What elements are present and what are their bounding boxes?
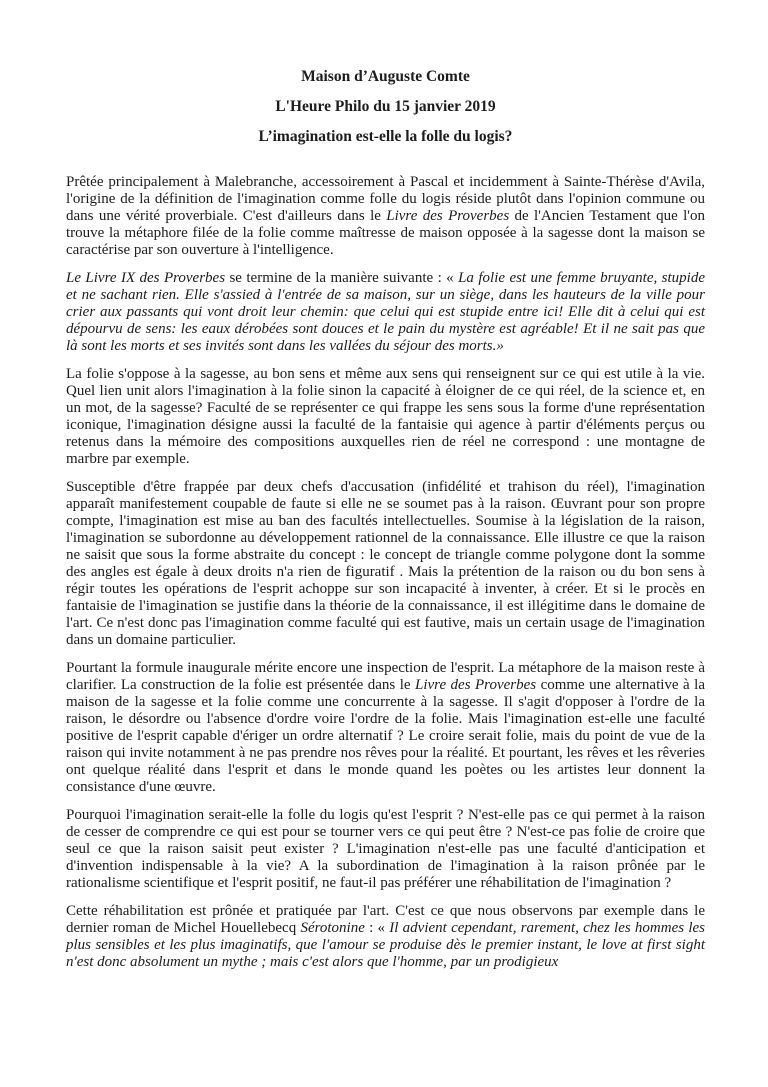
paragraph-7 [66, 903, 705, 971]
text-run: se termine de la manière suivante : « [225, 270, 459, 286]
text-run: Pourquoi l'imagination serait-elle la folle du logis qu'est l'esprit ? N'est-elle pas ce qui permet à la raison de cesser de comprendre ce qui est pour se tourner vers ce qui peut être ? N'est-ce pas folie de croire que seul ce que la raison saisit peut exister ? L'imagination n'est-elle pas une faculté d'anticipation et d'invention indispensable à la vie? A la subordination de l'imagination à la raison prônée par le rationalisme scientifique et l'esprit positif, ne faut-il pas préférer une réhabilitation de l'imagination ? [66, 807, 705, 891]
document-body [66, 174, 705, 971]
title-line-2: L'Heure Philo du 15 janvier 2019 [275, 98, 496, 115]
text-run-italic: Il advient cependant, rarement, chez les hommes les plus sensibles et les plus imaginatifs, que l'amour se produise dès le premier instant, le love at first sight n'est donc absolument un mythe ; mais c'est alors que l'homme, par un prodigieux [66, 920, 705, 970]
paragraph-6 [66, 807, 705, 892]
text-run: de l'Ancien Testament que l'on trouve la métaphore filée de la folie comme maîtresse de maison opposée à la sagesse dont la maison se caractérise par son ouverture à l'intelligence. [66, 208, 706, 258]
paragraph-3 [66, 366, 705, 468]
title-line-3: L’imagination est-elle la folle du logis? [258, 128, 513, 145]
document-header [66, 62, 705, 152]
text-run: Susceptible d'être frappée par deux chefs d'accusation (infidélité et trahison du réel), l'imagination apparaît manifestement coupable de faute si elle ne se soumet pas à la raison. Œuvrant pour son propre compte, l'imagination est mise au ban des facultés intellectuelles. Soumise à la législation de la raison, l'imagination se subordonne au développement rationnel de la connaissance. Elle illustre ce que la raison ne saisit que sous la forme abstraite du concept : le concept de triangle comme polygone dont la somme des angles est égale à deux droits n'a rien de figuratif . Mais la prétention de la raison ou du bon sens à régir toutes les opérations de l'esprit achoppe sur son incapacité à inventer, à créer. Et si le procès en fantaisie de l'imagination se justifie dans la théorie de la connaissance, il est illégitime dans le domaine de l'art. Ce n'est donc pas l'imagination comme faculté qui est fautive, mais un certain usage de l'imagination dans un domaine particulier. [66, 479, 705, 648]
text-run: Prêtée principalement à Malebranche, accessoirement à Pascal et incidemment à Sainte-Thérèse d'Avila, l'origine de la définition de l'imagination comme folle du logis réside plutôt dans l'opinion commune ou dans une vérité proverbiale. C'est d'ailleurs dans le [66, 174, 705, 224]
paragraph-4 [66, 479, 705, 649]
text-run: : « [364, 920, 390, 936]
text-run: comme une alternative à la maison de la sagesse et la folie comme une concurrente à la sagesse. Il s'agit d'opposer à l'ordre de la raison, le désordre ou l'absence d'ordre voire l'ordre de la folie. Mais l'imagination est-elle une faculté positive de l'esprit capable d'ériger un ordre alternatif ? Le croire serait folie, mais du point de vue de la raison qui invite notamment à ne pas prendre nos rêves pour la réalité. Et pourtant, les rêves et les rêveries ont quelque réalité dans l'esprit et dans le monde quand les poètes ou les artistes leur donnent la consistance d'une œuvre. [66, 677, 705, 795]
text-run: Pourtant la formule inaugurale mérite encore une inspection de l'esprit. La métaphore de la maison reste à clarifier. La construction de la folie est présentée dans le [66, 660, 705, 693]
paragraph-5 [66, 660, 705, 796]
text-run-italic: La folie est une femme bruyante, stupide et ne sachant rien. Elle s'assied à l'entrée de sa maison, sur un siège, dans les hauteurs de la ville pour crier aux passants qui vont droit leur chemin: que celui qui est stupide entre ici! Elle dit à celui qui est dépourvu de sens: les eaux dérobées sont douces et le pain du mystère est agréable! Et il ne sait pas que là sont les morts et ses invités sont dans les vallées du séjour des morts.» [66, 270, 705, 354]
title-line-1: Maison d’Auguste Comte [301, 68, 470, 85]
text-run-italic: Livre des Proverbes [386, 208, 510, 224]
paragraph-2 [66, 270, 705, 355]
text-run: Cette réhabilitation est prônée et pratiquée par l'art. C'est ce que nous observons par exemple dans le dernier roman de Michel Houellebecq [66, 903, 705, 936]
paragraph-1 [66, 174, 705, 259]
text-run-italic: Le Livre IX des Proverbes [66, 270, 226, 286]
text-run-italic: Livre des Proverbes [415, 677, 537, 693]
text-run-italic: Sérotonine [300, 920, 365, 936]
text-run: La folie s'oppose à la sagesse, au bon sens et même aux sens qui renseignent sur ce qui est utile à la vie. Quel lien unit alors l'imagination à la folie sinon la capacité à éloigner de ce qui réel, de la science et, en un mot, de la sagesse? Faculté de se représenter ce qui frappe les sens sous la forme d'une représentation iconique, l'imagination désigne aussi la faculté de la fantaisie qui agence à partir d'éléments perçus ou retenus dans la mémoire des compositions auxquelles rien de réel ne correspond : une montagne de marbre par exemple. [66, 366, 705, 467]
